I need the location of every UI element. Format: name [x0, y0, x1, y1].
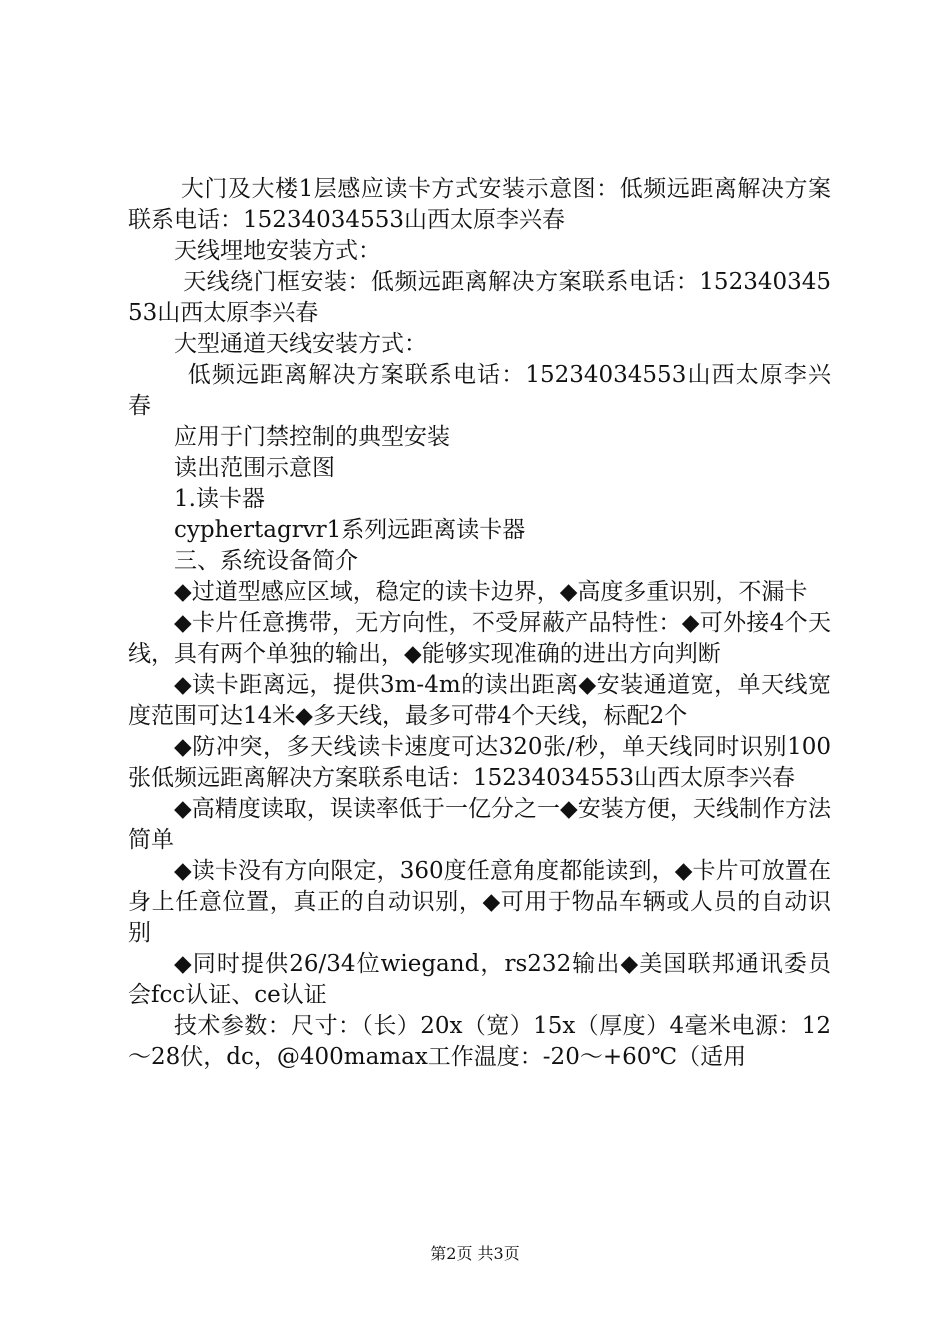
paragraph: ◆防冲突，多天线读卡速度可达320张/秒，单天线同时识别100张低频远距离解决方案联系电话：15234034553山西太原李兴春	[128, 734, 831, 791]
document-body	[128, 174, 831, 1073]
paragraph: ◆读卡没有方向限定，360度任意角度都能读到，◆卡片可放置在身上任意位置，真正的自动识别，◆可用于物品车辆或人员的自动识别	[128, 858, 831, 946]
paragraph: 天线绕门框安装：低频远距离解决方案联系电话：15234034553山西太原李兴春	[128, 269, 831, 326]
paragraph: 天线埋地安装方式：	[174, 238, 381, 264]
paragraph: cyphertagrvr1系列远距离读卡器	[174, 517, 526, 543]
paragraph: 技术参数：尺寸：（长）20x（宽）15x（厚度）4毫米电源：12～28伏，dc，@400mamax工作温度：-20～+60℃（适用	[128, 1013, 831, 1070]
paragraph: ◆过道型感应区域，稳定的读卡边界，◆高度多重识别，不漏卡	[174, 579, 808, 605]
paragraph: 三、系统设备简介	[174, 548, 358, 574]
paragraph: ◆同时提供26/34位wiegand，rs232输出◆美国联邦通讯委员会fcc认证、ce认证	[128, 951, 831, 1008]
paragraph: 低频远距离解决方案联系电话：15234034553山西太原李兴春	[128, 362, 831, 419]
paragraph: 1.读卡器	[174, 486, 265, 512]
paragraph: 大型通道天线安装方式：	[174, 331, 427, 357]
paragraph: 读出范围示意图	[174, 455, 335, 481]
paragraph: 应用于门禁控制的典型安装	[174, 424, 450, 450]
paragraph: ◆高精度读取，误读率低于一亿分之一◆安装方便，天线制作方法简单	[128, 796, 831, 853]
paragraph: 大门及大楼1层感应读卡方式安装示意图：低频远距离解决方案联系电话：15234034553山西太原李兴春	[128, 176, 831, 233]
paragraph: ◆读卡距离远，提供3m-4m的读出距离◆安装通道宽，单天线宽度范围可达14米◆多天线，最多可带4个天线，标配2个	[128, 672, 831, 729]
page-number: 第2页 共3页	[430, 1244, 520, 1263]
paragraph: ◆卡片任意携带，无方向性，不受屏蔽产品特性：◆可外接4个天线，具有两个单独的输出，◆能够实现准确的进出方向判断	[128, 610, 831, 667]
